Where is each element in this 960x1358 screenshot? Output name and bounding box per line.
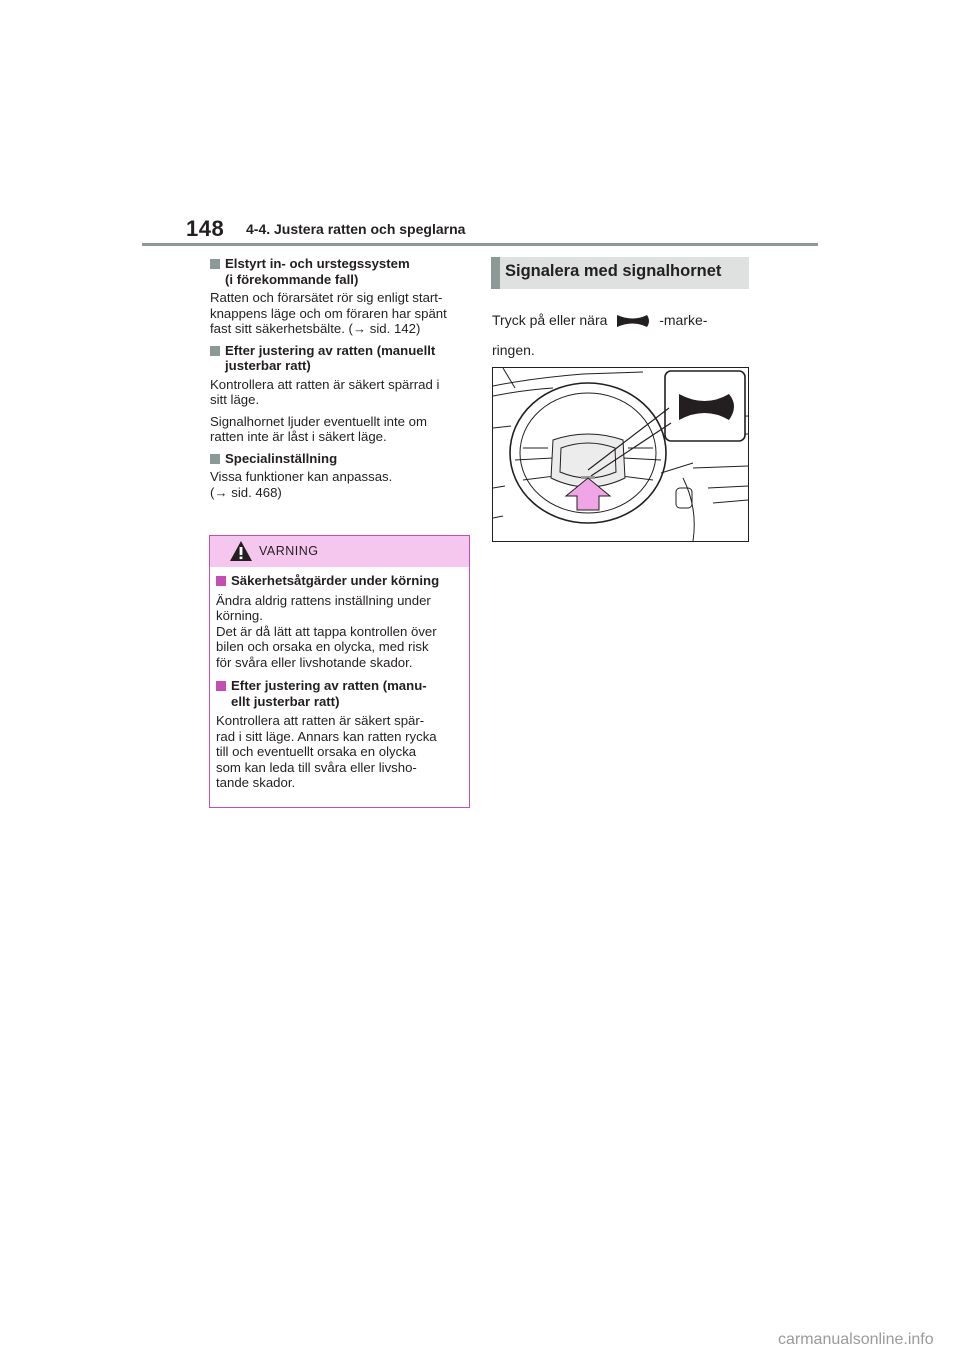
warning-paragraph: Kontrollera att ratten är säkert spär- rad i sitt läge. Annars kan ratten rycka till och eventuellt orsaka en olycka som kan leda till svåra eller livsho- tande skador. [216,713,437,790]
heading-accent-bar [491,257,500,289]
warning-header [210,536,469,567]
section-heading-text: Signalera med signalhornet [505,262,722,280]
subheading-efter-justering: Efter justering av ratten (manuellt justerbar ratt) [210,343,470,374]
bullet-square-icon [210,259,220,269]
left-column [210,256,470,500]
section-heading [491,257,749,289]
warning-body [210,567,469,791]
bullet-square-icon [210,346,220,356]
watermark: carmanualsonline.info [778,1331,934,1348]
subheading-specialinstallning: Specialinställning [210,451,470,467]
steering-wheel-drawing [493,368,748,541]
paragraph: Kontrollera att ratten är säkert spärrad i sitt läge. [210,376,440,407]
steering-wheel-illustration [492,367,749,542]
page-reference-link[interactable]: fast sitt säkerhetsbälte. (→ sid. 142) [210,321,421,336]
warning-subheading-korning: Säkerhetsåtgärder under körning [216,573,463,589]
subheading-elstyrt: Elstyrt in- och urstegssystem (i förekommande fall) [210,256,470,287]
bullet-square-icon [216,681,226,691]
horn-icon [615,312,651,330]
warning-paragraph: Ändra aldrig rattens inställning under körning. Det är då lätt att tappa kontrollen över bilen och orsaka en olycka, med risk för svåra eller livshotande skador. [216,592,437,670]
paragraph: Signalhornet ljuder eventuellt inte om ratten inte är låst i säkert läge. [210,413,427,444]
header-rule [142,243,818,246]
paragraph: Vissa funktioner kan anpassas. (→ sid. 468) [210,469,393,500]
warning-subheading-efter-justering: Efter justering av ratten (manu- ellt justerbar ratt) [216,678,463,709]
warning-triangle-icon [229,540,253,562]
warning-box [209,535,470,808]
bullet-square-icon [216,576,226,586]
paragraph: Ratten och förarsätet rör sig enligt start- knappens läge och om föraren har spänt fast sitt säkerhetsbälte. (→ sid. 142) [210,290,447,336]
instruction-text: Tryck på eller nära -marke- ringen. [492,312,708,358]
bullet-square-icon [210,454,220,464]
chapter-title: 4-4. Justera ratten och speglarna [246,221,466,237]
page-number: 148 [186,216,225,241]
warning-title: VARNING [259,544,319,558]
page-reference-link[interactable]: (→ sid. 468) [210,484,282,500]
